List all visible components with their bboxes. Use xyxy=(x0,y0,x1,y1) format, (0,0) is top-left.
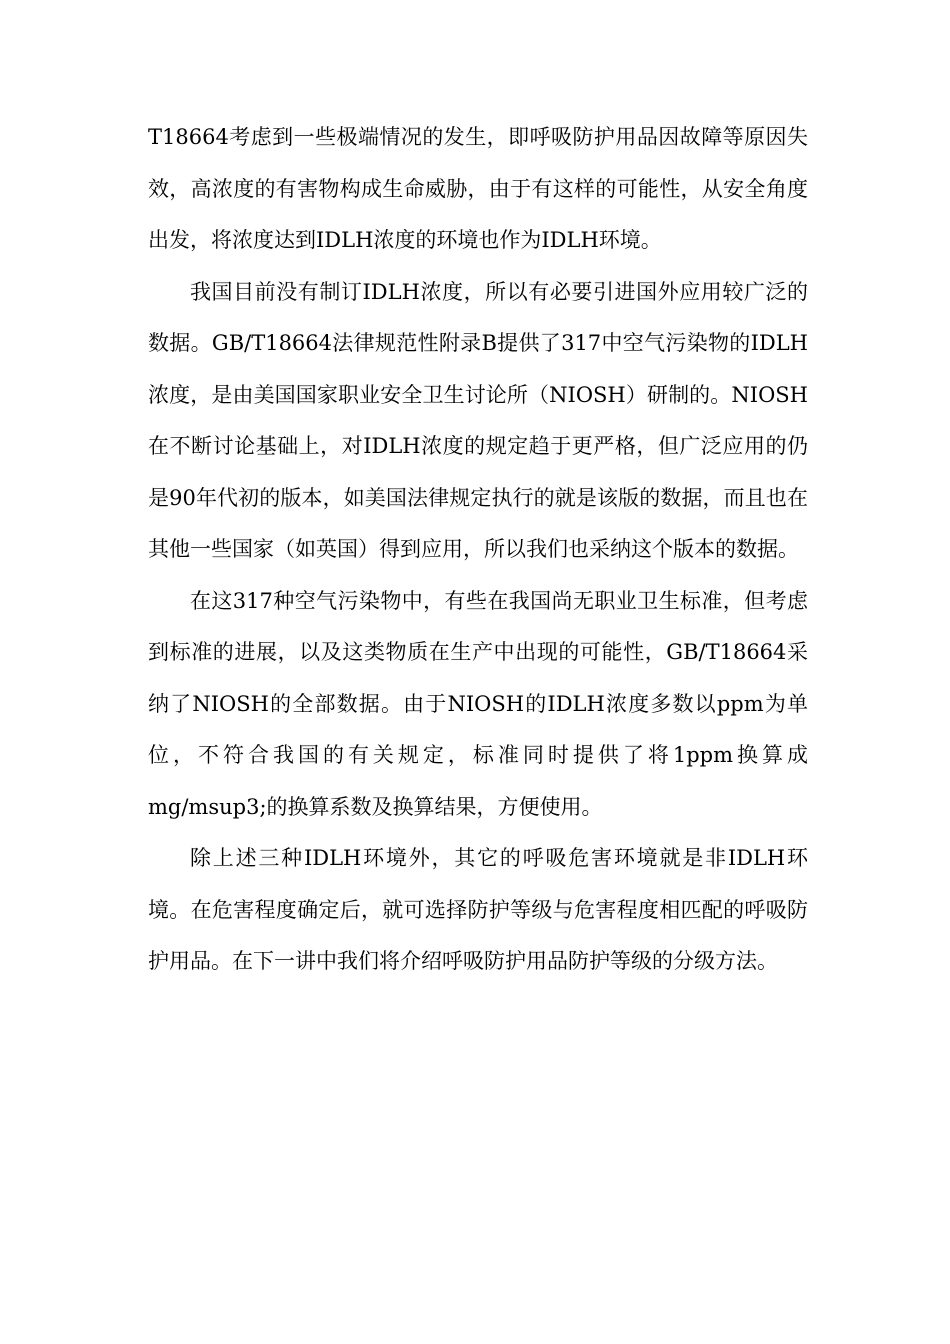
paragraph-3: 在这317种空气污染物中，有些在我国尚无职业卫生标准，但考虑到标准的进展，以及这类物质在生产中出现的可能性，GB/T18664采纳了NIOSH的全部数据。由于NIOSH的IDLH浓度多数以ppm为单位，不符合我国的有关规定，标准同时提供了将1ppm换算成mg/msup3;的换算系数及换算结果，方便使用。 xyxy=(148,588,808,819)
paragraph-1: T18664考虑到一些极端情况的发生，即呼吸防护用品因故障等原因失效，高浓度的有害物构成生命威胁，由于有这样的可能性，从安全角度出发，将浓度达到IDLH浓度的环境也作为IDLH环境。 xyxy=(148,125,808,252)
paragraph-4: 除上述三种IDLH环境外，其它的呼吸危害环境就是非IDLH环境。在危害程度确定后，就可选择防护等级与危害程度相匹配的呼吸防护用品。在下一讲中我们将介绍呼吸防护用品防护等级的分级方法。 xyxy=(148,846,808,973)
paragraph-2: 我国目前没有制订IDLH浓度，所以有必要引进国外应用较广泛的数据。GB/T18664法律规范性附录B提供了317中空气污染物的IDLH浓度，是由美国国家职业安全卫生讨论所（NIOSH）研制的。NIOSH在不断讨论基础上，对IDLH浓度的规定趋于更严格，但广泛应用的仍是90年代初的版本，如美国法律规定执行的就是该版的数据，而且也在其他一些国家（如英国）得到应用，所以我们也采纳这个版本的数据。 xyxy=(148,279,808,561)
document-body xyxy=(148,112,808,988)
